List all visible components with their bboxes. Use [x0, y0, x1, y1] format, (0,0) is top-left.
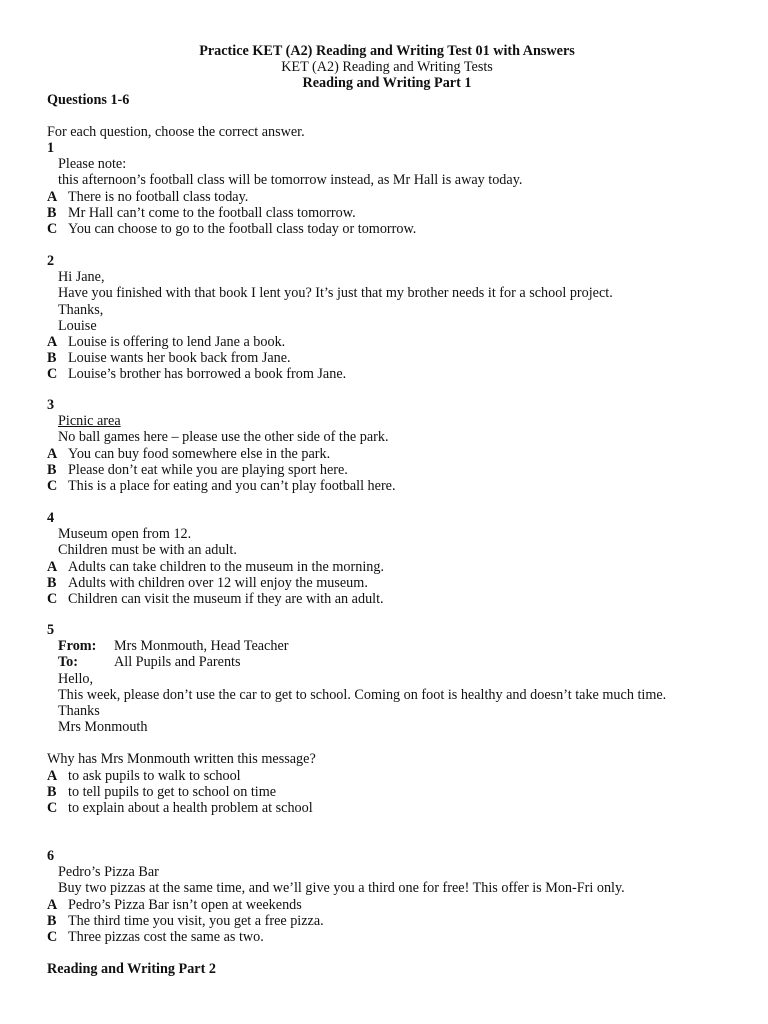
- option-letter: C: [47, 221, 58, 238]
- option-b[interactable]: [47, 350, 727, 366]
- memo-to-value: All Pupils and Parents: [114, 654, 241, 671]
- question-5: [47, 622, 727, 816]
- question-number: 6: [47, 848, 55, 864]
- advert-line: Buy two pizzas at the same time, and we’ll give you a third one for free! This offer is Mon-Fri only.: [58, 880, 625, 897]
- option-a[interactable]: [47, 559, 727, 575]
- document-title: Practice KET (A2) Reading and Writing Test 01 with Answers: [199, 43, 575, 59]
- question-2: [47, 253, 727, 383]
- option-letter: C: [47, 929, 58, 946]
- questions-heading: Questions 1-6: [47, 92, 130, 108]
- message-line: Have you finished with that book I lent you? It’s just that my brother needs it for a school project.: [58, 285, 613, 302]
- option-c[interactable]: [47, 929, 727, 945]
- option-c[interactable]: [47, 478, 727, 494]
- option-a[interactable]: [47, 446, 727, 462]
- option-text: Louise is offering to lend Jane a book.: [68, 334, 286, 351]
- question-number: 2: [47, 253, 55, 269]
- option-c[interactable]: [47, 591, 727, 607]
- option-letter: B: [47, 574, 57, 591]
- message-line: Louise: [58, 317, 97, 334]
- advert-line: Pedro’s Pizza Bar: [58, 864, 159, 881]
- option-letter: B: [47, 912, 57, 929]
- option-text: You can choose to go to the football class today or tomorrow.: [68, 221, 417, 238]
- option-text: Three pizzas cost the same as two.: [68, 929, 264, 946]
- sign-line: Children must be with an adult.: [58, 542, 237, 559]
- notice-line: Please note:: [58, 156, 127, 173]
- memo-from-label: From:: [58, 638, 97, 655]
- question-number: 4: [47, 510, 55, 526]
- option-text: This is a place for eating and you can’t play football here.: [68, 478, 396, 495]
- memo-signoff: Thanks: [58, 703, 100, 720]
- option-text: Louise wants her book back from Jane.: [68, 350, 291, 367]
- option-c[interactable]: [47, 800, 727, 816]
- option-b[interactable]: [47, 575, 727, 591]
- option-text: Adults can take children to the museum in the morning.: [68, 558, 384, 575]
- option-text: Louise’s brother has borrowed a book from Jane.: [68, 366, 347, 383]
- memo-greeting: Hello,: [58, 670, 94, 687]
- option-text: Mr Hall can’t come to the football class tomorrow.: [68, 204, 356, 221]
- option-letter: C: [47, 478, 58, 495]
- question-6: [47, 848, 727, 945]
- memo-signature: Mrs Monmouth: [58, 719, 148, 736]
- option-text: Please don’t eat while you are playing sport here.: [68, 461, 348, 478]
- option-letter: A: [47, 334, 58, 351]
- memo-from-value: Mrs Monmouth, Head Teacher: [114, 638, 289, 655]
- option-text: Adults with children over 12 will enjoy the museum.: [68, 574, 368, 591]
- option-letter: A: [47, 896, 58, 913]
- option-letter: A: [47, 188, 58, 205]
- option-text: Children can visit the museum if they are with an adult.: [68, 591, 384, 608]
- option-text: There is no football class today.: [68, 188, 249, 205]
- option-b[interactable]: [47, 205, 727, 221]
- question-1: [47, 140, 727, 237]
- sign-heading: Picnic area: [58, 413, 121, 430]
- memo-body: This week, please don’t use the car to get to school. Coming on foot is healthy and doesn’t take much time.: [58, 686, 667, 703]
- question-number: 3: [47, 397, 55, 413]
- question-4: [47, 510, 727, 607]
- option-text: The third time you visit, you get a free pizza.: [68, 912, 324, 929]
- option-a[interactable]: [47, 334, 727, 350]
- message-line: Thanks,: [58, 301, 104, 318]
- instructions: For each question, choose the correct answer.: [47, 124, 305, 140]
- option-a[interactable]: [47, 897, 727, 913]
- option-letter: B: [47, 204, 57, 221]
- option-letter: C: [47, 800, 58, 817]
- option-b[interactable]: [47, 784, 727, 800]
- option-letter: B: [47, 461, 57, 478]
- notice-line: this afternoon’s football class will be tomorrow instead, as Mr Hall is away today.: [58, 172, 523, 189]
- option-letter: B: [47, 783, 57, 800]
- memo-from-row: [47, 638, 727, 654]
- option-letter: C: [47, 366, 58, 383]
- option-a[interactable]: [47, 189, 727, 205]
- sign-line: No ball games here – please use the other side of the park.: [58, 429, 389, 446]
- memo-to-label: To:: [58, 654, 78, 671]
- option-b[interactable]: [47, 913, 727, 929]
- option-text: to explain about a health problem at school: [68, 800, 313, 817]
- question-number: 1: [47, 140, 55, 156]
- option-letter: C: [47, 591, 58, 608]
- option-text: Pedro’s Pizza Bar isn’t open at weekends: [68, 896, 302, 913]
- option-text: You can buy food somewhere else in the park.: [68, 445, 331, 462]
- part-heading: Reading and Writing Part 1: [302, 75, 472, 92]
- option-letter: A: [47, 767, 58, 784]
- question-prompt: Why has Mrs Monmouth written this message?: [47, 751, 316, 768]
- option-text: to tell pupils to get to school on time: [68, 783, 277, 800]
- option-text: to ask pupils to walk to school: [68, 767, 241, 784]
- option-b[interactable]: [47, 462, 727, 478]
- option-letter: B: [47, 350, 57, 367]
- option-letter: A: [47, 558, 58, 575]
- memo-to-row: [47, 654, 727, 670]
- question-3: [47, 397, 727, 494]
- option-a[interactable]: [47, 768, 727, 784]
- message-line: Hi Jane,: [58, 269, 105, 286]
- option-c[interactable]: [47, 221, 727, 237]
- document-subtitle: KET (A2) Reading and Writing Tests: [281, 59, 493, 76]
- part-2-heading: Reading and Writing Part 2: [47, 961, 216, 977]
- document-header: [47, 43, 727, 92]
- sign-line: Museum open from 12.: [58, 526, 192, 543]
- option-letter: A: [47, 445, 58, 462]
- question-number: 5: [47, 622, 55, 638]
- option-c[interactable]: [47, 366, 727, 382]
